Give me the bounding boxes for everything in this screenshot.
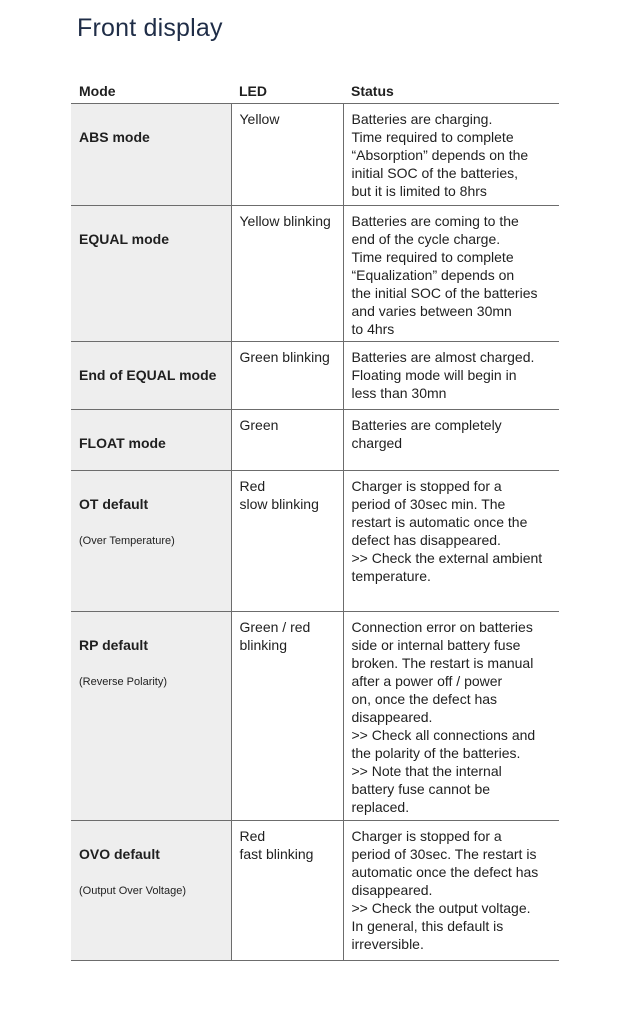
mode-cell	[71, 821, 231, 961]
led-cell: Red slow blinking	[231, 471, 343, 612]
mode-cell	[71, 206, 231, 342]
mode-cell	[71, 410, 231, 471]
mode-subtitle: (Reverse Polarity)	[79, 676, 168, 688]
status-cell: Charger is stopped for a period of 30sec min. The restart is automatic once the defect has disappeared. >> Check the external ambient temperature.	[343, 471, 559, 612]
table-row	[71, 410, 559, 471]
mode-cell	[71, 612, 231, 821]
mode-cell	[71, 471, 231, 612]
table-row	[71, 821, 559, 961]
status-cell: Batteries are completely charged	[343, 410, 559, 471]
mode-name: FLOAT mode	[79, 435, 166, 451]
led-cell: Yellow	[231, 104, 343, 206]
status-cell: Batteries are charging. Time required to complete “Absorption” depends on the initial SOC of the batteries, but it is limited to 8hrs	[343, 104, 559, 206]
status-cell: Batteries are almost charged. Floating mode will begin in less than 30mn	[343, 342, 559, 410]
mode-name: OT default	[79, 496, 149, 512]
front-display-table	[71, 79, 559, 961]
status-cell: Charger is stopped for a period of 30sec. The restart is automatic once the defect has disappeared. >> Check the output voltage. In general, this default is irreversible.	[343, 821, 559, 961]
mode-name: EQUAL mode	[79, 231, 169, 247]
table-row	[71, 104, 559, 206]
mode-name: OVO default	[79, 846, 160, 862]
header-led: LED	[231, 79, 343, 104]
table-header-row	[71, 79, 559, 104]
table-row	[71, 612, 559, 821]
status-cell: Connection error on batteries side or internal battery fuse broken. The restart is manual after a power off / power on, once the defect has disappeared. >> Check all connections and the polarity of the batteries. >> Note that the internal battery fuse cannot be replaced.	[343, 612, 559, 821]
led-cell: Green	[231, 410, 343, 471]
mode-name: RP default	[79, 637, 148, 653]
mode-subtitle: (Output Over Voltage)	[79, 885, 186, 897]
page-title: Front display	[77, 14, 223, 42]
header-mode: Mode	[71, 79, 231, 104]
table-row	[71, 471, 559, 612]
led-cell: Yellow blinking	[231, 206, 343, 342]
table-row	[71, 342, 559, 410]
led-cell: Green / red blinking	[231, 612, 343, 821]
mode-cell	[71, 104, 231, 206]
header-status: Status	[343, 79, 559, 104]
mode-name: ABS mode	[79, 129, 150, 145]
table-row	[71, 206, 559, 342]
mode-subtitle: (Over Temperature)	[79, 535, 175, 547]
mode-cell	[71, 342, 231, 410]
status-cell: Batteries are coming to the end of the cycle charge. Time required to complete “Equalization” depends on the initial SOC of the batteries and varies between 30mn to 4hrs	[343, 206, 559, 342]
led-cell: Green blinking	[231, 342, 343, 410]
mode-name: End of EQUAL mode	[79, 367, 217, 383]
led-cell: Red fast blinking	[231, 821, 343, 961]
